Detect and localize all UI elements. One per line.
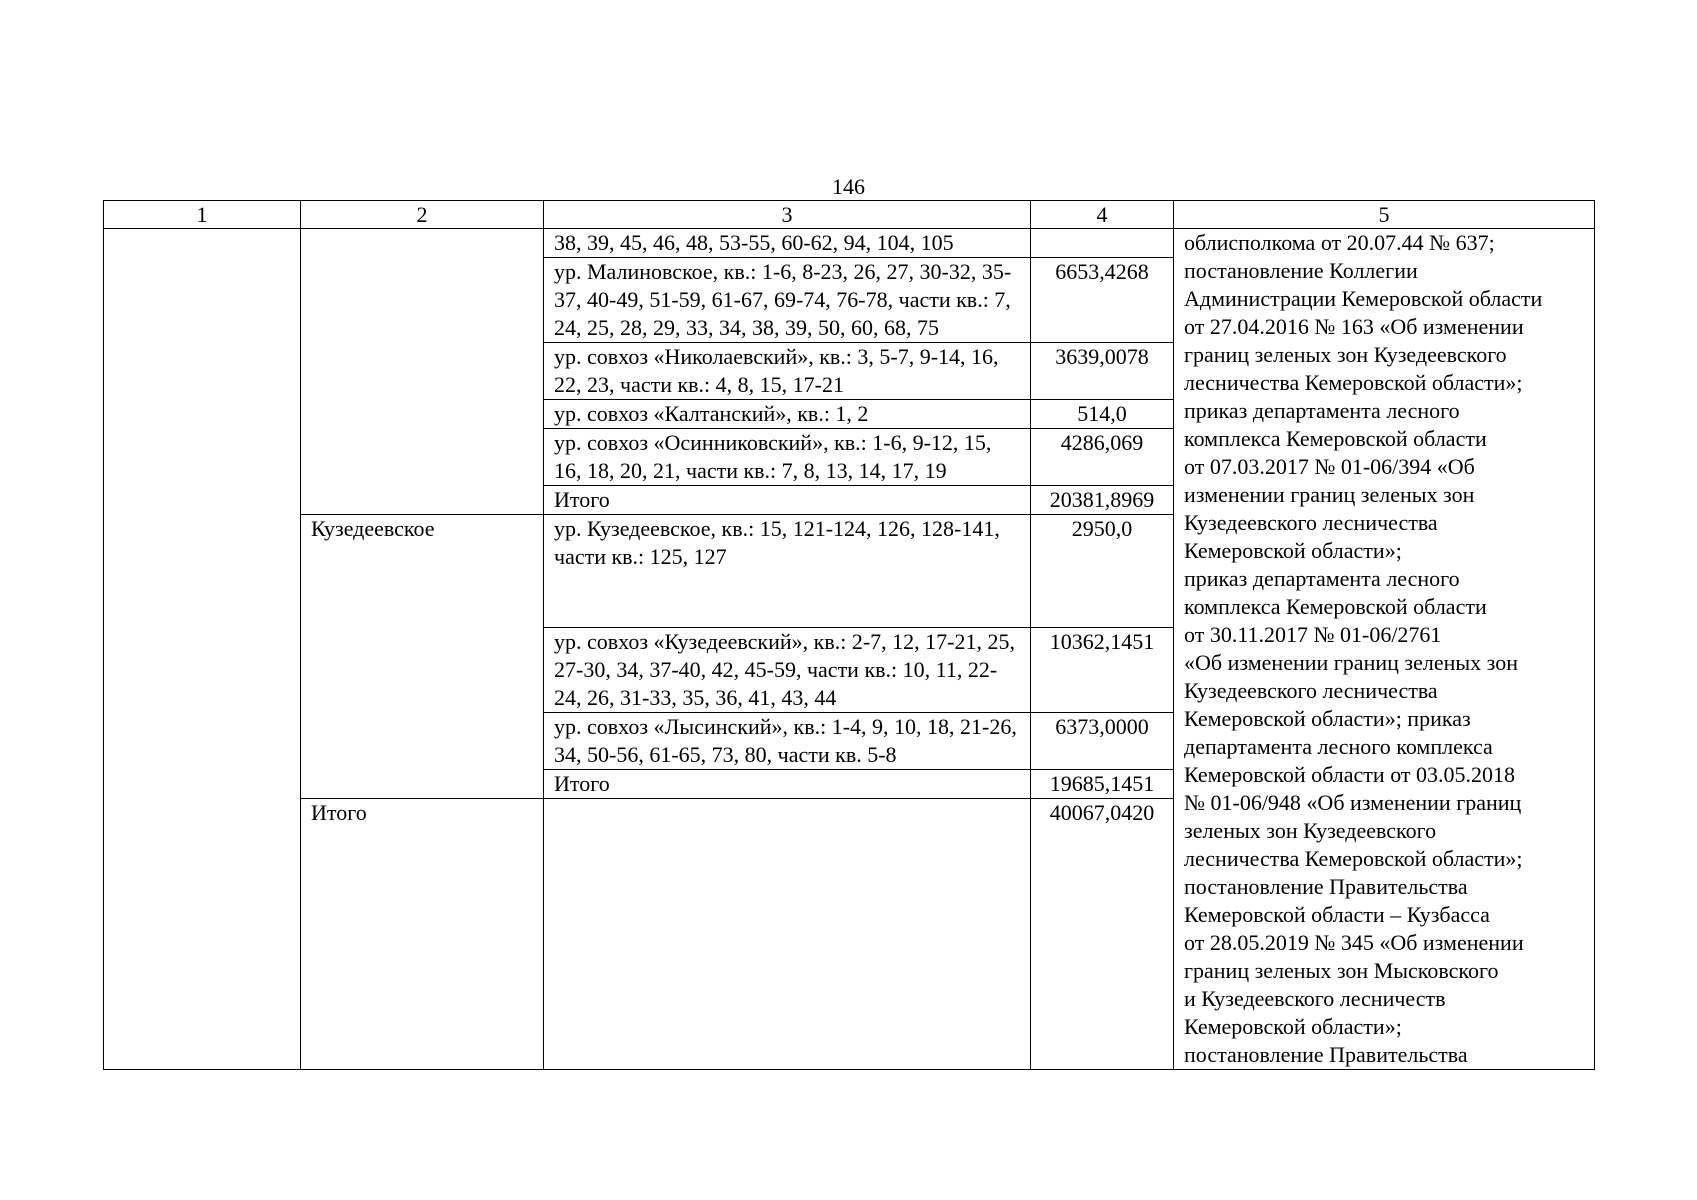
- green-zones-table: [103, 200, 1595, 1070]
- legal-basis-line: № 01-06/948 «Об изменении границ: [1184, 790, 1522, 815]
- col1-cell: [104, 229, 301, 1070]
- area-cell: [1031, 229, 1174, 258]
- column-header-1: 1: [104, 201, 301, 229]
- column-header-4: 4: [1031, 201, 1174, 229]
- grand-total-empty-cell: [544, 799, 1031, 1070]
- legal-basis-line: приказ департамента лесного: [1184, 566, 1460, 591]
- legal-basis-line: постановление Правительства: [1184, 1042, 1468, 1067]
- legal-basis-line: Кемеровской области»; приказ: [1184, 706, 1471, 731]
- legal-basis-line: лесничества Кемеровской области»;: [1184, 846, 1523, 871]
- legal-basis-line: Кемеровской области от 03.05.2018: [1184, 762, 1516, 787]
- area-cell: 3639,0078: [1031, 343, 1174, 400]
- subtotal-label: Итого: [544, 486, 1031, 515]
- area-cell: 4286,069: [1031, 429, 1174, 486]
- column-header-3: 3: [544, 201, 1031, 229]
- area-cell: 6653,4268: [1031, 258, 1174, 343]
- quarters-cell: ур. Кузедеевское, кв.: 15, 121-124, 126, 128-141, части кв.: 125, 127: [544, 515, 1031, 628]
- legal-basis-line: лесничества Кемеровской области»;: [1184, 370, 1523, 395]
- area-cell: 6373,0000: [1031, 713, 1174, 770]
- legal-basis-line: Кемеровской области»;: [1184, 1014, 1402, 1039]
- column-header-5: 5: [1174, 201, 1595, 229]
- quarters-cell: ур. совхоз «Лысинский», кв.: 1-4, 9, 10, 18, 21-26, 34, 50-56, 61-65, 73, 80, части кв. 5-8: [544, 713, 1031, 770]
- forestry-name-cell: Кузедеевское: [301, 515, 544, 799]
- legal-basis-line: Кемеровской области»;: [1184, 538, 1402, 563]
- grand-total-value: 40067,0420: [1031, 799, 1174, 1070]
- legal-basis-line: и Кузедеевского лесничеств: [1184, 986, 1446, 1011]
- subtotal-label: Итого: [544, 770, 1031, 799]
- quarters-cell: ур. совхоз «Осинниковский», кв.: 1-6, 9-12, 15, 16, 18, 20, 21, части кв.: 7, 8, 13, 14, 17, 19: [544, 429, 1031, 486]
- legal-basis-line: зеленых зон Кузедеевского: [1184, 818, 1437, 843]
- area-cell: 514,0: [1031, 400, 1174, 429]
- subtotal-value: 19685,1451: [1031, 770, 1174, 799]
- column-header-2: 2: [301, 201, 544, 229]
- legal-basis-line: от 07.03.2017 № 01-06/394 «Об: [1184, 454, 1475, 479]
- legal-basis-cell: [1174, 229, 1595, 1070]
- legal-basis-line: Кузедеевского лесничества: [1184, 510, 1438, 535]
- quarters-cell: ур. Малиновское, кв.: 1-6, 8-23, 26, 27, 30-32, 35-37, 40-49, 51-59, 61-67, 69-74, 76-78, части кв.: 7, 24, 25, 28, 29, 33, 34, 38, 39, 50, 60, 68, 75: [544, 258, 1031, 343]
- legal-basis-line: постановление Коллегии: [1184, 258, 1418, 283]
- quarters-cell: 38, 39, 45, 46, 48, 53-55, 60-62, 94, 104, 105: [544, 229, 1031, 258]
- legal-basis-line: изменении границ зеленых зон: [1184, 482, 1475, 507]
- legal-basis-line: приказ департамента лесного: [1184, 398, 1460, 423]
- grand-total-label: Итого: [301, 799, 544, 1070]
- legal-basis-line: постановление Правительства: [1184, 874, 1468, 899]
- subtotal-value: 20381,8969: [1031, 486, 1174, 515]
- area-cell: 10362,1451: [1031, 628, 1174, 713]
- legal-basis-line: Администрации Кемеровской области: [1184, 286, 1543, 311]
- legal-basis-line: границ зеленых зон Кузедеевского: [1184, 342, 1507, 367]
- col2-cell-prev-forestry: [301, 229, 544, 515]
- legal-basis-line: от 30.11.2017 № 01-06/2761: [1184, 622, 1442, 647]
- legal-basis-line: облисполкома от 20.07.44 № 637;: [1184, 230, 1495, 255]
- legal-basis-line: границ зеленых зон Мысковского: [1184, 958, 1499, 983]
- legal-basis-line: «Об изменении границ зеленых зон: [1184, 650, 1518, 675]
- legal-basis-line: департамента лесного комплекса: [1184, 734, 1493, 759]
- area-cell: 2950,0: [1031, 515, 1174, 628]
- table-row: [104, 229, 1595, 258]
- legal-basis-line: от 27.04.2016 № 163 «Об изменении: [1184, 314, 1524, 339]
- legal-basis-line: от 28.05.2019 № 345 «Об изменении: [1184, 930, 1524, 955]
- quarters-cell: ур. совхоз «Калтанский», кв.: 1, 2: [544, 400, 1031, 429]
- quarters-cell: ур. совхоз «Николаевский», кв.: 3, 5-7, 9-14, 16, 22, 23, части кв.: 4, 8, 15, 17-21: [544, 343, 1031, 400]
- legal-basis-line: комплекса Кемеровской области: [1184, 426, 1487, 451]
- legal-basis-line: Кузедеевского лесничества: [1184, 678, 1438, 703]
- legal-basis-line: Кемеровской области – Кузбасса: [1184, 902, 1490, 927]
- column-number-row: [104, 201, 1595, 229]
- page-number: 146: [832, 174, 865, 199]
- quarters-cell: ур. совхоз «Кузедеевский», кв.: 2-7, 12, 17-21, 25, 27-30, 34, 37-40, 42, 45-59, части кв.: 10, 11, 22-24, 26, 31-33, 35, 36, 41, 43, 44: [544, 628, 1031, 713]
- legal-basis-line: комплекса Кемеровской области: [1184, 594, 1487, 619]
